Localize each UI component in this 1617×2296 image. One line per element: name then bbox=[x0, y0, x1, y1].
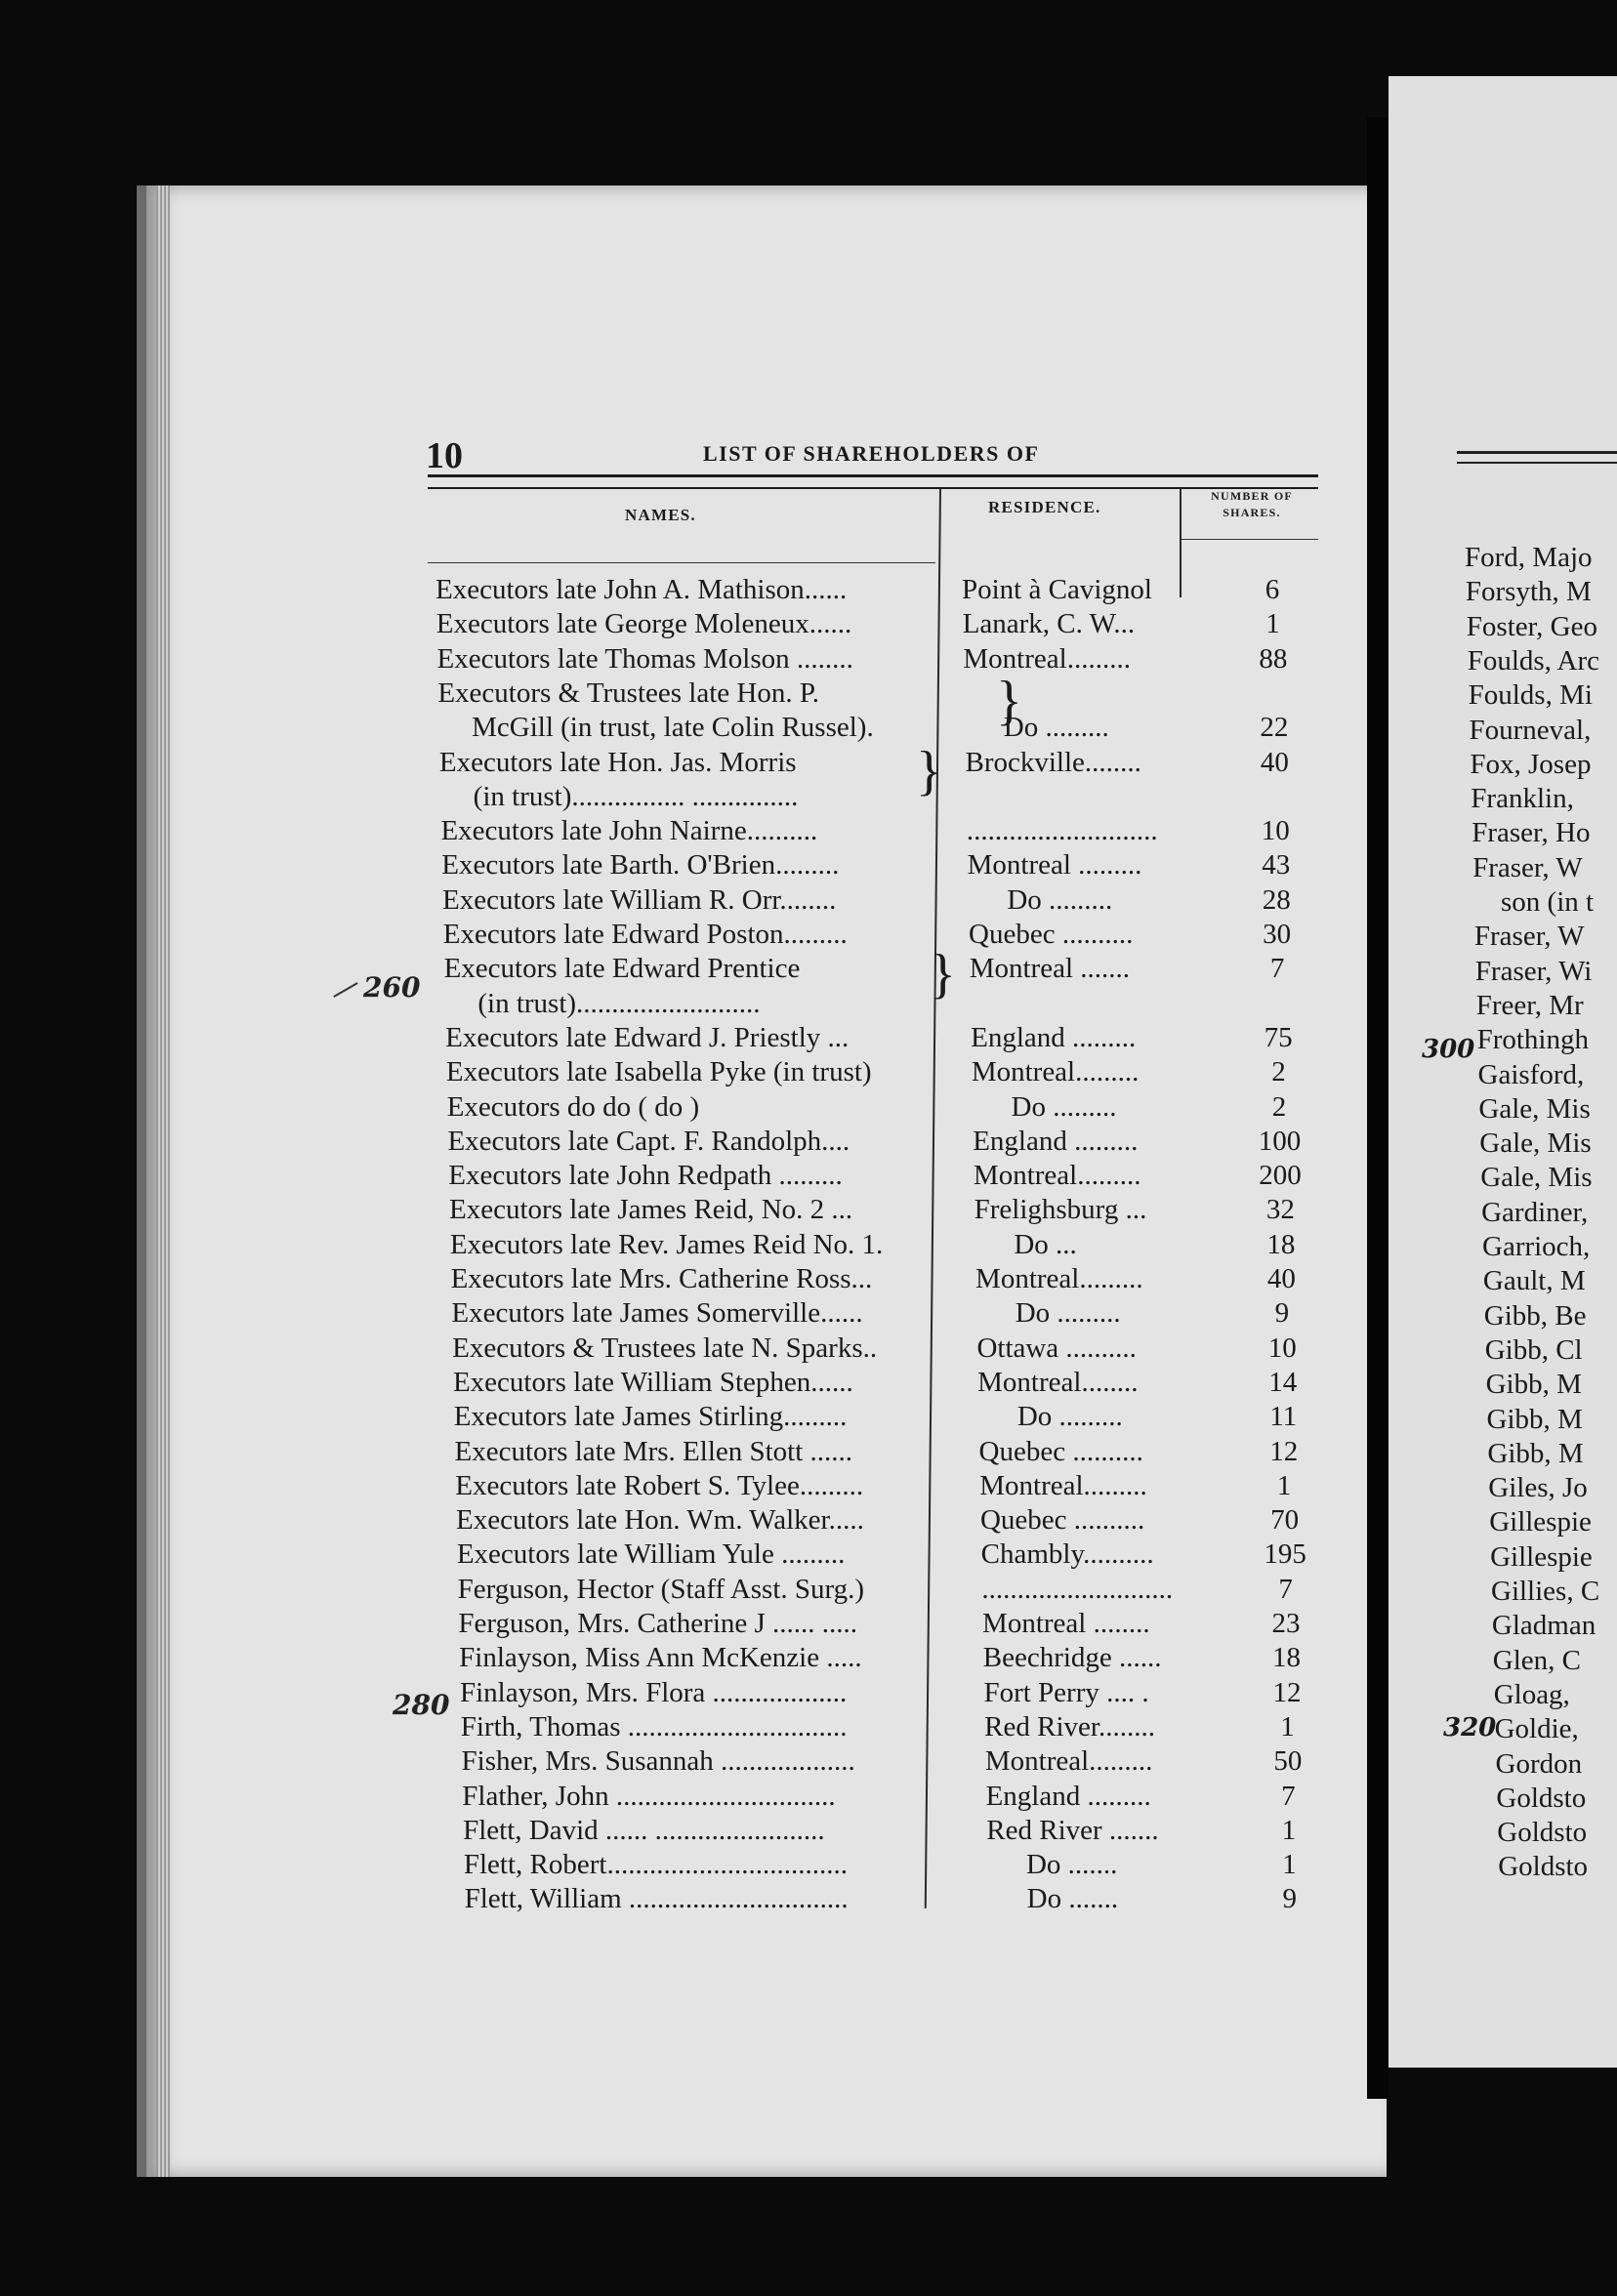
facing-page-row: Glen, C bbox=[1492, 1644, 1582, 1676]
shareholder-name: Executors late Mrs. Ellen Stott ...... bbox=[454, 1435, 853, 1467]
shareholder-name: Ferguson, Hector (Staff Asst. Surg.) bbox=[457, 1573, 865, 1605]
table-row bbox=[0, 1711, 1367, 1744]
residence-cell: Do ... bbox=[1014, 1228, 1077, 1260]
table-row bbox=[0, 919, 1367, 952]
table-row bbox=[0, 1745, 1367, 1779]
shares-cell: 2 bbox=[1271, 1056, 1286, 1088]
table-row bbox=[0, 712, 1367, 745]
facing-page-row: Fraser, Wi bbox=[1474, 955, 1593, 987]
table-row bbox=[0, 1056, 1367, 1089]
table-row bbox=[0, 815, 1367, 848]
table-row bbox=[0, 1504, 1367, 1538]
residence-cell: England ......... bbox=[985, 1780, 1151, 1812]
table-row bbox=[0, 781, 1367, 814]
shareholder-name: Executors late William Yule ......... bbox=[456, 1538, 846, 1571]
residence-column-header: RESIDENCE. bbox=[988, 498, 1101, 516]
shares-cell: 12 bbox=[1272, 1676, 1302, 1708]
shares-header-rule bbox=[1182, 539, 1318, 540]
shares-cell: 10 bbox=[1267, 1332, 1297, 1364]
facing-page-row: Gale, Mis bbox=[1480, 1162, 1593, 1194]
shareholder-name: Executors late Hon. Jas. Morris bbox=[438, 746, 797, 778]
residence-cell: Montreal......... bbox=[975, 1263, 1143, 1294]
facing-page-row: Frothingh bbox=[1476, 1024, 1589, 1056]
facing-page-row: Gibb, M bbox=[1485, 1369, 1582, 1401]
table-row bbox=[0, 677, 1367, 711]
shares-cell: 28 bbox=[1262, 883, 1291, 916]
brace-mcgill: } bbox=[996, 671, 1022, 731]
table-row bbox=[0, 608, 1367, 641]
residence-cell: ........................... bbox=[981, 1573, 1174, 1605]
shareholder-name: Executors late Barth. O'Brien......... bbox=[441, 849, 840, 882]
facing-page-rule bbox=[1457, 451, 1617, 464]
shareholder-name: McGill (in trust, late Colin Russel). bbox=[472, 712, 874, 744]
facing-page-row: Foster, Geo bbox=[1466, 610, 1597, 642]
residence-cell: Brockville........ bbox=[965, 746, 1141, 778]
shareholder-name: Executors late Capt. F. Randolph.... bbox=[447, 1125, 850, 1157]
shareholder-name: Finlayson, Miss Ann McKenzie ..... bbox=[459, 1642, 862, 1674]
residence-cell: England ......... bbox=[973, 1125, 1139, 1157]
brace-prentice: } bbox=[930, 944, 956, 1004]
table-row bbox=[0, 1815, 1367, 1848]
table-row bbox=[0, 1677, 1367, 1710]
shares-cell: 40 bbox=[1260, 746, 1289, 778]
table-row bbox=[0, 1091, 1367, 1125]
residence-cell: Do ....... bbox=[1025, 1849, 1118, 1881]
shareholder-name: Executors late George Moleneux...... bbox=[435, 608, 852, 640]
shareholder-name: Executors late Hon. Wm. Walker..... bbox=[456, 1504, 864, 1537]
table-row bbox=[0, 1332, 1367, 1366]
residence-cell: Montreal......... bbox=[973, 1160, 1141, 1192]
shareholder-name: Executors late William R. Orr........ bbox=[442, 883, 837, 916]
shareholder-name: Executors late Edward J. Priestly ... bbox=[445, 1021, 850, 1053]
facing-page-row: Goldie, bbox=[1494, 1713, 1579, 1745]
residence-cell: Do ......... bbox=[1016, 1401, 1123, 1433]
residence-cell: England ......... bbox=[971, 1021, 1137, 1053]
shares-cell: 9 bbox=[1282, 1883, 1298, 1915]
facing-page-row: Gillies, C bbox=[1491, 1576, 1600, 1607]
shareholder-name: Executors late Edward Poston......... bbox=[442, 919, 848, 950]
table-row bbox=[0, 1883, 1367, 1916]
shareholder-name: Executors late Robert S. Tylee......... bbox=[455, 1469, 864, 1501]
shareholder-name: Flett, William ............................... bbox=[464, 1883, 849, 1915]
facing-page-row: Gordon bbox=[1495, 1747, 1583, 1780]
shares-cell: 18 bbox=[1272, 1642, 1301, 1674]
facing-page-row: Ford, Majo bbox=[1465, 542, 1593, 573]
table-row bbox=[0, 849, 1367, 882]
shareholder-name: Executors late Thomas Molson ........ bbox=[436, 642, 853, 675]
book-gutter bbox=[1367, 117, 1389, 2099]
header-bottom-rule bbox=[428, 562, 935, 563]
table-row bbox=[0, 1436, 1367, 1469]
shares-cell: 30 bbox=[1263, 919, 1292, 950]
table-row bbox=[0, 1401, 1367, 1434]
table-row bbox=[0, 1229, 1367, 1262]
table-row bbox=[0, 1367, 1367, 1400]
facing-page-row: Fox, Josep bbox=[1470, 748, 1592, 780]
shares-cell: 40 bbox=[1266, 1263, 1296, 1294]
residence-cell: Montreal......... bbox=[963, 642, 1131, 675]
shareholder-name: Executors late Rev. James Reid No. 1. bbox=[449, 1228, 884, 1260]
residence-cell: Montreal........ bbox=[977, 1366, 1139, 1398]
facing-page-row: Goldsto bbox=[1496, 1782, 1587, 1814]
shares-cell: 1 bbox=[1282, 1849, 1297, 1881]
running-title: LIST OF SHAREHOLDERS OF bbox=[703, 441, 1040, 466]
shareholder-name: Executors late John A. Mathison...... bbox=[435, 574, 848, 605]
table-row bbox=[0, 1608, 1367, 1641]
shareholder-name: Ferguson, Mrs. Catherine J ...... ..... bbox=[458, 1608, 858, 1639]
residence-cell: Fort Perry .... . bbox=[983, 1676, 1149, 1708]
shares-cell: 23 bbox=[1271, 1608, 1301, 1639]
facing-page-row: Gloag, bbox=[1493, 1678, 1570, 1710]
facing-page-row: Gibb, Be bbox=[1483, 1299, 1587, 1332]
shares-cell: 1 bbox=[1281, 1814, 1297, 1846]
residence-cell: Montreal ......... bbox=[967, 849, 1142, 882]
table-row bbox=[0, 574, 1367, 607]
shareholder-name: (in trust)................ ............... bbox=[473, 780, 799, 812]
residence-cell: Montreal ........ bbox=[982, 1608, 1150, 1639]
margin-annotation-300: 300 bbox=[1422, 1035, 1475, 1064]
margin-annotation-320: 320 bbox=[1443, 1713, 1497, 1742]
facing-page-row: Fraser, Ho bbox=[1472, 817, 1591, 849]
residence-cell: Frelighsburg ... bbox=[974, 1194, 1147, 1226]
residence-cell: Do ......... bbox=[1011, 1090, 1117, 1123]
residence-cell: Red River........ bbox=[984, 1710, 1155, 1742]
table-row bbox=[0, 643, 1367, 676]
shares-cell: 1 bbox=[1265, 608, 1280, 640]
facing-page-row: Garrioch, bbox=[1482, 1231, 1591, 1262]
residence-cell: Lanark, C. W... bbox=[962, 608, 1136, 640]
facing-page-row: Foulds, Mi bbox=[1468, 679, 1593, 712]
brace-morris: } bbox=[916, 741, 942, 801]
shares-cell: 75 bbox=[1264, 1021, 1293, 1053]
shares-header-line2: SHARES. bbox=[1223, 506, 1281, 519]
shareholder-name: Executors late James Somerville...... bbox=[451, 1297, 863, 1330]
shares-cell: 1 bbox=[1280, 1710, 1295, 1742]
residence-cell: Montreal ....... bbox=[969, 953, 1131, 985]
residence-cell: Do ......... bbox=[1015, 1297, 1121, 1330]
shares-header-line1: NUMBER OF bbox=[1211, 489, 1293, 503]
residence-cell: Chambly.......... bbox=[980, 1538, 1154, 1571]
facing-page-row: Gibb, Cl bbox=[1484, 1333, 1583, 1366]
shares-cell: 200 bbox=[1259, 1160, 1302, 1192]
facing-page-row: Giles, Jo bbox=[1488, 1472, 1588, 1504]
shares-cell: 100 bbox=[1258, 1125, 1302, 1157]
table-row bbox=[0, 1470, 1367, 1503]
residence-cell: Quebec .......... bbox=[969, 919, 1134, 950]
table-row bbox=[0, 1263, 1367, 1296]
names-column-header: NAMES. bbox=[625, 506, 696, 524]
shareholder-name: Flett, David ...... ........................ bbox=[463, 1814, 825, 1846]
shareholder-name: Executors do do ( do ) bbox=[446, 1090, 700, 1123]
shares-cell: 88 bbox=[1259, 642, 1288, 675]
residence-cell: Quebec .......... bbox=[979, 1504, 1145, 1537]
shareholder-name: (in trust).......................... bbox=[477, 987, 761, 1019]
shares-cell: 10 bbox=[1261, 815, 1290, 847]
residence-cell: ........................... bbox=[966, 815, 1158, 847]
shareholder-name: Executors & Trustees late Hon. P. bbox=[437, 676, 820, 709]
residence-cell: Beechridge ...... bbox=[982, 1642, 1162, 1674]
facing-page-row: Goldsto bbox=[1498, 1851, 1589, 1883]
table-row bbox=[0, 1538, 1367, 1572]
facing-page-row: son (in t bbox=[1501, 886, 1595, 918]
shares-cell: 7 bbox=[1281, 1780, 1296, 1812]
table-row bbox=[0, 1194, 1367, 1227]
facing-page-row: Goldsto bbox=[1497, 1817, 1588, 1849]
residence-cell: Do ......... bbox=[1003, 712, 1109, 744]
facing-page-row: Gale, Mis bbox=[1478, 1092, 1591, 1125]
table-row bbox=[0, 988, 1367, 1021]
table-row bbox=[0, 884, 1367, 918]
shares-cell: 7 bbox=[1278, 1573, 1293, 1605]
residence-cell: Red River ....... bbox=[986, 1814, 1159, 1846]
facing-page-row: Gladman bbox=[1491, 1610, 1596, 1642]
residence-cell: Montreal......... bbox=[984, 1745, 1153, 1778]
header-double-rule bbox=[428, 474, 1318, 489]
table-row bbox=[0, 1849, 1367, 1882]
shareholder-name: Executors late Edward Prentice bbox=[443, 953, 801, 985]
page-number: 10 bbox=[426, 435, 463, 476]
shares-cell: 32 bbox=[1265, 1194, 1295, 1226]
shares-cell: 22 bbox=[1260, 712, 1289, 744]
shareholder-name: Executors late William Stephen...... bbox=[452, 1366, 853, 1398]
table-row bbox=[0, 1022, 1367, 1055]
facing-page-row: Foulds, Arc bbox=[1467, 644, 1600, 676]
shares-cell: 14 bbox=[1268, 1366, 1298, 1398]
facing-page-row: Gale, Mis bbox=[1479, 1128, 1592, 1160]
shares-cell: 9 bbox=[1274, 1297, 1290, 1330]
annotation-text: 260 bbox=[363, 971, 421, 1004]
facing-page-row: Gibb, M bbox=[1486, 1403, 1583, 1435]
shares-cell: 50 bbox=[1273, 1745, 1303, 1778]
residence-cell: Montreal......... bbox=[979, 1469, 1147, 1501]
table-row bbox=[0, 1297, 1367, 1331]
shareholder-name: Executors late James Stirling......... bbox=[453, 1401, 848, 1433]
shareholder-name: Executors late John Nairne.......... bbox=[440, 815, 818, 847]
facing-page-row: Freer, Mr bbox=[1475, 989, 1584, 1021]
table-row bbox=[0, 1574, 1367, 1607]
facing-page-row: Gillespie bbox=[1489, 1506, 1592, 1538]
facing-page-row: Franklin, bbox=[1471, 783, 1574, 815]
shareholder-name: Executors late Mrs. Catherine Ross... bbox=[450, 1263, 873, 1294]
shareholder-name: Executors late James Reid, No. 2 ... bbox=[449, 1194, 853, 1226]
shareholder-name: Fisher, Mrs. Susannah ................... bbox=[461, 1745, 855, 1778]
shares-cell: 7 bbox=[1269, 953, 1285, 985]
margin-annotation-260 bbox=[332, 971, 420, 1004]
shares-cell: 6 bbox=[1265, 574, 1280, 605]
shareholder-name: Firth, Thomas ............................... bbox=[460, 1710, 848, 1742]
residence-cell: Ottawa .......... bbox=[976, 1332, 1137, 1364]
residence-cell: Do ......... bbox=[1007, 883, 1113, 916]
facing-page-row: Gaisford, bbox=[1477, 1058, 1585, 1090]
shares-column-header bbox=[1193, 488, 1310, 521]
table-row bbox=[0, 1642, 1367, 1675]
facing-page-row: Fourneval, bbox=[1469, 714, 1592, 746]
residence-cell: Do ....... bbox=[1026, 1883, 1119, 1915]
facing-page-row: Gault, M bbox=[1482, 1265, 1586, 1297]
residence-cell: Point à Cavignol bbox=[962, 574, 1152, 605]
shareholder-name: Executors late John Redpath ......... bbox=[448, 1160, 843, 1192]
facing-page-row: Fraser, W bbox=[1472, 851, 1583, 883]
shares-cell: 70 bbox=[1270, 1504, 1300, 1537]
shareholder-name: Executors late Isabella Pyke (in trust) bbox=[445, 1056, 872, 1088]
table-row bbox=[0, 1160, 1367, 1193]
residence-cell: Quebec .......... bbox=[978, 1435, 1143, 1467]
shares-cell: 2 bbox=[1271, 1090, 1287, 1123]
facing-page-row: Gibb, M bbox=[1487, 1437, 1584, 1469]
shareholder-name: Executors & Trustees late N. Sparks.. bbox=[452, 1332, 878, 1364]
shareholder-name: Flather, John ............................... bbox=[462, 1780, 836, 1812]
tick-mark-icon bbox=[333, 982, 357, 998]
table-row bbox=[0, 1781, 1367, 1814]
shares-cell: 12 bbox=[1269, 1435, 1299, 1467]
facing-page-row: Forsyth, M bbox=[1465, 576, 1592, 608]
facing-page-row: Gardiner, bbox=[1481, 1196, 1589, 1228]
shares-cell: 43 bbox=[1262, 849, 1291, 882]
shares-cell: 11 bbox=[1269, 1401, 1298, 1433]
facing-page-row: Fraser, W bbox=[1473, 921, 1585, 953]
facing-page-row: Gillespie bbox=[1490, 1540, 1593, 1573]
table-row bbox=[0, 953, 1367, 986]
table-row bbox=[0, 1126, 1367, 1159]
shares-cell: 195 bbox=[1264, 1538, 1306, 1571]
shareholder-name: Finlayson, Mrs. Flora ................... bbox=[459, 1676, 848, 1708]
table-row bbox=[0, 747, 1367, 780]
residence-cell: Montreal......... bbox=[971, 1056, 1140, 1088]
shares-cell: 1 bbox=[1276, 1469, 1292, 1501]
margin-annotation-280: 280 bbox=[393, 1689, 450, 1721]
shares-cell: 18 bbox=[1266, 1228, 1296, 1260]
shareholder-name: Flett, Robert.................................. bbox=[463, 1849, 848, 1881]
